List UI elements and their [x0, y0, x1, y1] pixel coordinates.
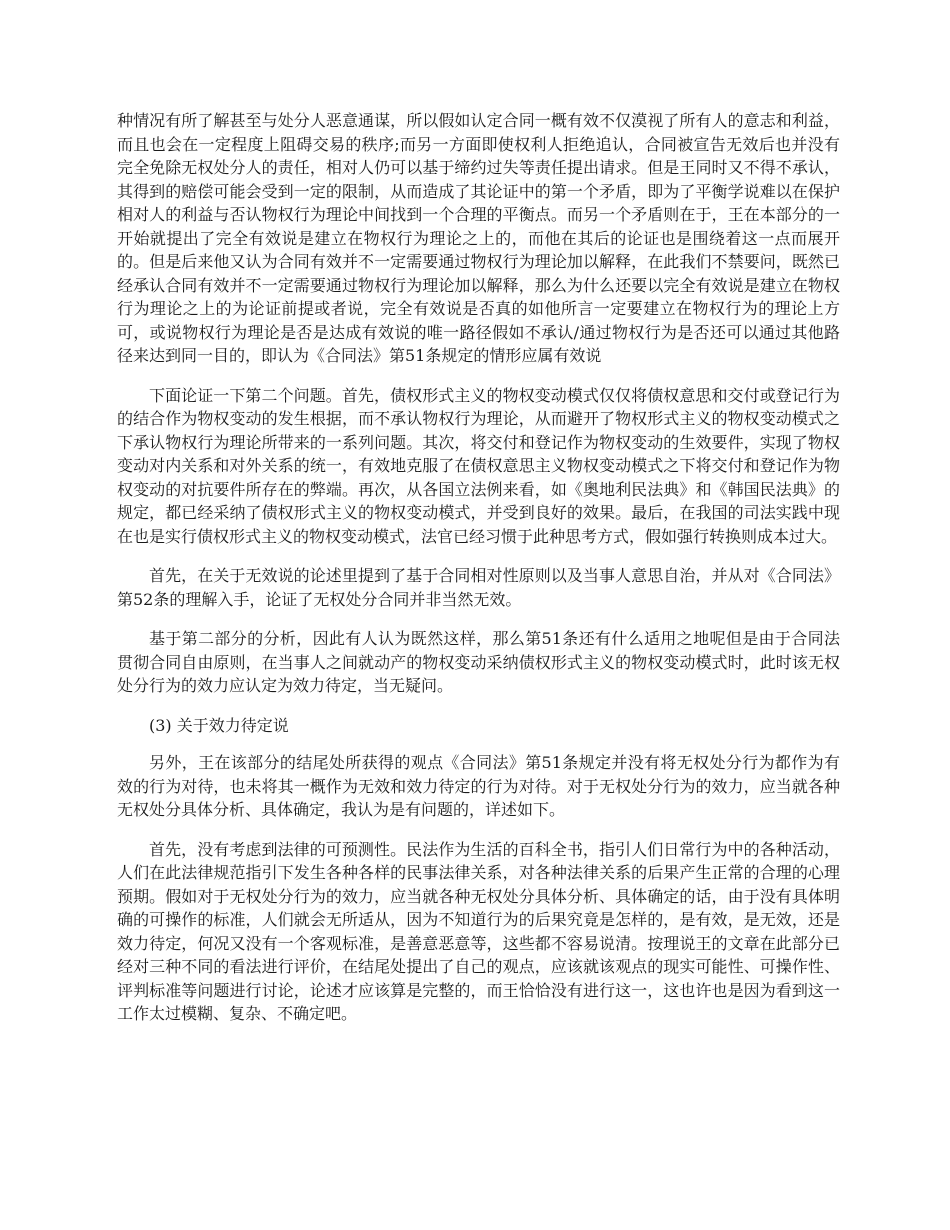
paragraph-continuation: 种情况有所了解甚至与处分人恶意通谋，所以假如认定合同一概有效不仅漠视了所有人的意志和利益，而且也会在一定程度上阻碍交易的秩序;而另一方面即使权利人拒绝追认，合同被宣告无效后也并没有完全免除无权处分人的责任，相对人仍可以基于缔约过失等责任提出请求。但是王同时又不得不承认，其得到的赔偿可能会受到一定的限制，从而造成了其论证中的第一个矛盾，即为了平衡学说难以在保护相对人的利益与否认物权行为理论中间找到一个合理的平衡点。而另一个矛盾则在于，王在本部分的一开始就提出了完全有效说是建立在物权行为理论之上的，而他在其后的论证也是围绕着这一点而展开的。但是后来他又认为合同有效并不一定需要通过物权行为理论加以解释，在此我们不禁要问，既然已经承认合同有效并不一定需要通过物权行为理论加以解释，那么为什么还要以完全有效说是建立在物权行为理论之上的为论证前提或者说，完全有效说是否真的如他所言一定要建立在物权行为的理论上方可，或说物权行为理论是否是达成有效说的唯一路径假如不承认/通过物权行为是否还可以通过其他路径来达到同一目的，即认为《合同法》第51条规定的情形应属有效说 — [117, 111, 840, 365]
section-heading-pending-validity: (3) 关于效力待定说 — [149, 715, 289, 735]
paragraph-conclusion-critique: 另外，王在该部分的结尾处所获得的观点《合同法》第51条规定并没有将无权处分行为都作为有效的行为对待，也未将其一概作为无效和效力待定的行为对待。对于无权处分行为的效力，应当就各种无权处分具体分析、具体确定，我认为是有问题的，详述如下。 — [117, 753, 840, 819]
paragraph-article-51: 基于第二部分的分析，因此有人认为既然这样，那么第51条还有什么适用之地呢但是由于合同法贯彻合同自由原则，在当事人之间就动产的物权变动采纳债权形式主义的物权变动模式时，此时该无权处分行为的效力应认定为效力待定，当无疑问。 — [117, 629, 840, 695]
paragraph-invalidity-argument: 首先，在关于无效说的论述里提到了基于合同相对性原则以及当事人意思自治，并从对《合同法》第52条的理解入手，论证了无权处分合同并非当然无效。 — [117, 566, 840, 609]
document-body — [117, 109, 840, 1042]
paragraph-predictability: 首先，没有考虑到法律的可预测性。民法作为生活的百科全书，指引人们日常行为中的各种活动，人们在此法律规范指引下发生各种各样的民事法律关系，对各种法律关系的后果产生正常的合理的心理预期。假如对于无权处分行为的效力，应当就各种无权处分具体分析、具体确定的话，由于没有具体明确的可操作的标准，人们就会无所适从，因为不知道行为的后果究竟是怎样的，是有效，是无效，还是效力待定，何况又没有一个客观标准，是善意恶意等，这些都不容易说清。按理说王的文章在此部分已经对三种不同的看法进行评价，在结尾处提出了自己的观点，应该就该观点的现实可能性、可操作性、评判标准等问题进行讨论，论述才应该算是完整的，而王恰恰没有进行这一，这也许也是因为看到这一工作太过模糊、复杂、不确定吧。 — [117, 839, 840, 1023]
paragraph-second-issue: 下面论证一下第二个问题。首先，债权形式主义的物权变动模式仅仅将债权意思和交付或登记行为的结合作为物权变动的发生根据，而不承认物权行为理论，从而避开了物权形式主义的物权变动模式之下承认物权行为理论所带来的一系列问题。其次，将交付和登记作为物权变动的生效要件，实现了物权变动对内关系和对外关系的统一，有效地克服了在债权意思主义物权变动模式之下将交付和登记作为物权变动的对抗要件所存在的弊端。再次，从各国立法例来看，如《奥地利民法典》和《韩国民法典》的规定，都已经采纳了债权形式主义的物权变动模式，并受到良好的效果。最后，在我国的司法实践中现在也是实行债权形式主义的物权变动模式，法官已经习惯于此种思考方式，假如强行转换则成本过大。 — [117, 385, 840, 546]
